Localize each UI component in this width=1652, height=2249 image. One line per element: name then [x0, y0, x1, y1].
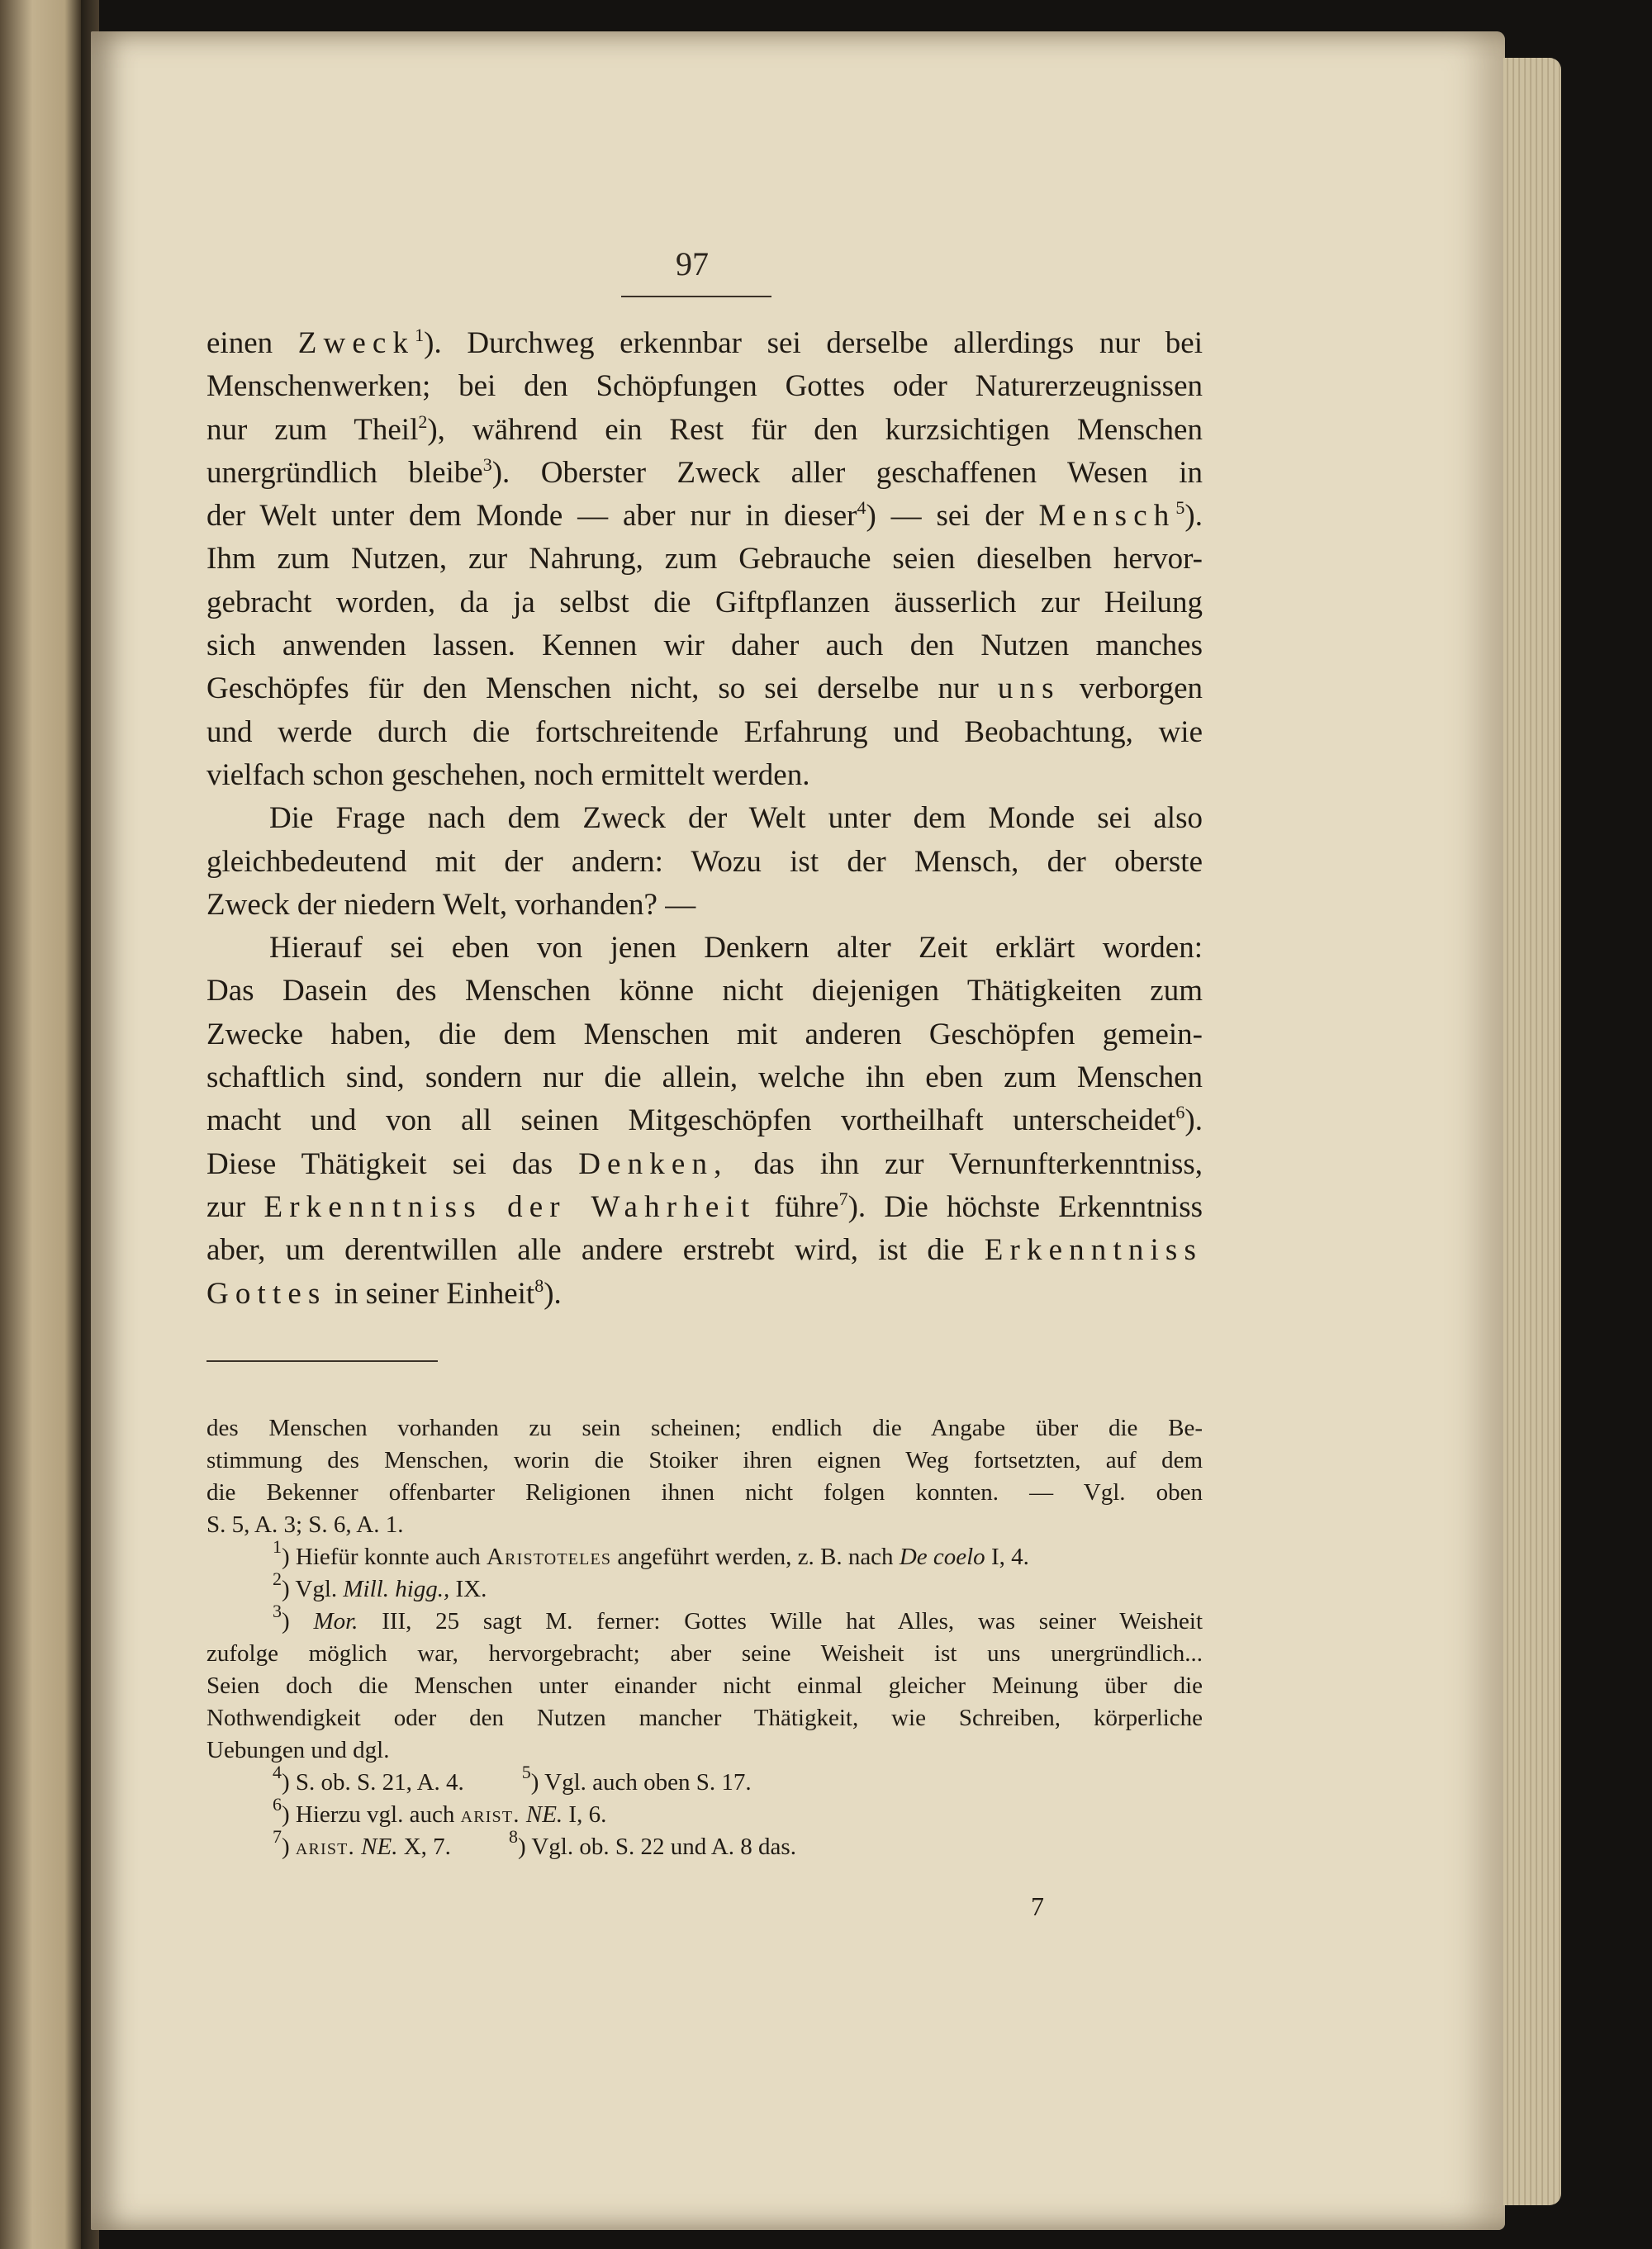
footnote-line: Uebungen und dgl. [206, 1737, 390, 1763]
footnote-line: zufolge möglich war, hervorgebracht; aber seine Weisheit ist uns unergründlich... [206, 1640, 1203, 1667]
text-line: schaftlich sind, sondern nur die allein, welche ihn eben zum Menschen [206, 1060, 1203, 1095]
text-line: Die Frage nach dem Zweck der Welt unter dem Monde sei also [269, 801, 1203, 836]
text-line: nur zum Theil$^2$), während ein Rest für den kurzsichtigen Menschen [206, 410, 1203, 447]
text-line: Ihm zum Nutzen, zur Nahrung, zum Gebrauche seien dieselben hervor- [206, 542, 1203, 576]
text-line: Zweck der niedern Welt, vorhanden? — [206, 887, 696, 922]
footnote-rule [206, 1360, 438, 1362]
page-edges [1503, 58, 1561, 2205]
header-rule [621, 296, 771, 297]
text-line: Hierauf sei eben von jenen Denkern alter Zeit erklärt worden: [269, 931, 1203, 966]
footnote-line: die Bekenner offenbarter Religionen ihnen nicht folgen konnten. — Vgl. oben [206, 1479, 1203, 1506]
body-text [206, 322, 1203, 1316]
footnote-6: $^6$) Hierzu vgl. auch arist. NE. I, 6. [273, 1794, 607, 1828]
text-line: Das Dasein des Menschen könne nicht diejenigen Thätigkeiten zum [206, 974, 1203, 1008]
left-page-edge [0, 0, 81, 2249]
text-line: aber, um derentwillen alle andere erstrebt wird, ist die Erkenntniss [206, 1233, 1203, 1268]
text-line: und werde durch die fortschreitende Erfahrung und Beobachtung, wie [206, 714, 1203, 749]
text-line: Gottes in seiner Einheit$^8$). [206, 1274, 562, 1311]
footnote-3: $^3$) Mor. III, 25 sagt M. ferner: Gottes Wille hat Alles, was seiner Weisheit [273, 1601, 1203, 1635]
footnote-line: stimmung des Menschen, worin die Stoiker ihren eignen Weg fortsetzten, auf dem [206, 1447, 1203, 1473]
footnote-2: $^2$) Vgl. Mill. higg., IX. [273, 1568, 487, 1602]
text-line: gleichbedeutend mit der andern: Wozu ist der Mensch, der oberste [206, 844, 1203, 879]
page-number: 97 [676, 245, 709, 282]
text-line: zur Erkenntniss der Wahrheit führe$^7$). Die höchste Erkenntniss [206, 1188, 1203, 1224]
text-line: macht und von all seinen Mitgeschöpfen vortheilhaft unterscheidet$^6$). [206, 1102, 1203, 1138]
text-line: einen Zweck$^1$). Durchweg erkennbar sei derselbe allerdings nur bei [206, 325, 1203, 360]
text-line: der Welt unter dem Monde — aber nur in dieser$^4$) — sei der Mensch$^5$). [206, 497, 1203, 534]
sheet-signature: 7 [1031, 1891, 1044, 1921]
text-line: sich anwenden lassen. Kennen wir daher auch den Nutzen manches [206, 629, 1203, 663]
footnote-line: S. 5, A. 3; S. 6, A. 1. [206, 1511, 404, 1538]
text-line: Geschöpfes für den Menschen nicht, so sei derselbe nur uns verborgen [206, 671, 1203, 706]
text-line: unergründlich bleibe$^3$). Oberster Zweck aller geschaffenen Wesen in [206, 453, 1203, 490]
footnote-line: Nothwendigkeit oder den Nutzen mancher Thätigkeit, wie Schreiben, körperliche [206, 1705, 1203, 1731]
text-line: gebracht worden, da ja selbst die Giftpflanzen äusserlich zur Heilung [206, 585, 1203, 619]
text-line: vielfach schon geschehen, noch ermittelt werden. [206, 757, 810, 792]
text-line: Menschenwerken; bei den Schöpfungen Gottes oder Naturerzeugnissen [206, 369, 1203, 404]
text-line: Diese Thätigkeit sei das Denken, das ihn zur Vernunfterkenntniss, [206, 1146, 1203, 1181]
footnote-line: Seien doch die Menschen unter einander nicht einmal gleicher Meinung über die [206, 1673, 1203, 1699]
footnote-4-5: $^4$) S. ob. S. 21, A. 4. $^5$) Vgl. auch oben S. 17. [273, 1762, 752, 1796]
footnote-line: des Menschen vorhanden zu sein scheinen; endlich die Angabe über die Be- [206, 1415, 1203, 1441]
footnote-7-8: $^7$) arist. NE. X, 7. $^8$) Vgl. ob. S. 22 und A. 8 das. [273, 1826, 796, 1860]
footnote-1: $^1$) Hiefür konnte auch Aristoteles angeführt werden, z. B. nach De coelo I, 4. [273, 1536, 1029, 1570]
footnotes [206, 1412, 1203, 1863]
text-line: Zwecke haben, die dem Menschen mit anderen Geschöpfen gemein- [206, 1017, 1203, 1051]
